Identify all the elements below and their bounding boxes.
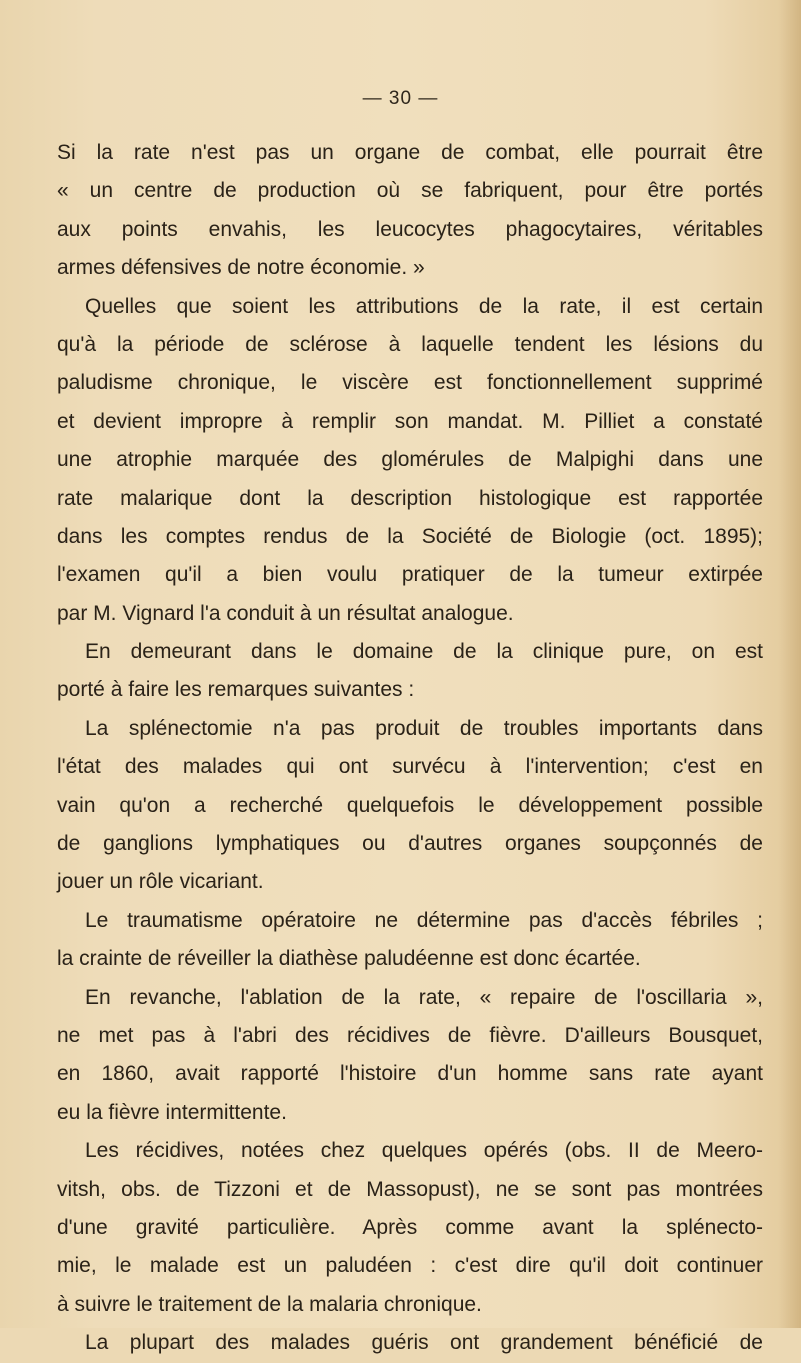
text-line: l'examen qu'il a bien voulu pratiquer de la tumeur extirpée — [57, 563, 763, 587]
text-line: en 1860, avait rapporté l'histoire d'un homme sans rate ayant — [57, 1062, 763, 1086]
text-line: En revanche, l'ablation de la rate, « repaire de l'oscillaria », — [85, 985, 763, 1009]
text-line: La splénectomie n'a pas produit de troubles importants dans — [85, 716, 763, 740]
text-line: En demeurant dans le domaine de la clinique pure, on est — [85, 640, 763, 664]
text-line: à suivre le traitement de la malaria chronique. — [57, 1292, 482, 1316]
text-line: Le traumatisme opératoire ne détermine pas d'accès fébriles ; — [85, 908, 763, 932]
text-line: porté à faire les remarques suivantes : — [57, 678, 415, 702]
text-line: dans les comptes rendus de la Société de Biologie (oct. 1895); — [57, 524, 763, 548]
body-text — [57, 134, 763, 1363]
text-line: Les récidives, notées chez quelques opérés (obs. II de Meero- — [85, 1139, 763, 1163]
text-line: l'état des malades qui ont survécu à l'intervention; c'est en — [57, 755, 763, 779]
text-line: « un centre de production où se fabriquent, pour être portés — [57, 179, 763, 203]
text-line: d'une gravité particulière. Après comme avant la splénecto- — [57, 1215, 763, 1239]
text-line: Si la rate n'est pas un organe de combat, elle pourrait être — [57, 141, 763, 164]
text-line: armes défensives de notre économie. » — [57, 256, 425, 280]
text-line: jouer un rôle vicariant. — [57, 870, 264, 894]
page-number: — 30 — — [362, 88, 439, 109]
page-edge-shadow — [779, 0, 801, 1328]
text-line: aux points envahis, les leucocytes phagocytaires, véritables — [57, 217, 763, 241]
text-line: vain qu'on a recherché quelquefois le développement possible — [57, 793, 763, 817]
text-line: par M. Vignard l'a conduit à un résultat analogue. — [57, 601, 514, 625]
text-line: de ganglions lymphatiques ou d'autres organes soupçonnés de — [57, 832, 763, 856]
text-line: la crainte de réveiller la diathèse paludéenne est donc écartée. — [57, 947, 641, 971]
text-line: une atrophie marquée des glomérules de Malpighi dans une — [57, 448, 763, 472]
text-line: rate malarique dont la description histologique est rapportée — [57, 486, 763, 510]
text-line: qu'à la période de sclérose à laquelle tendent les lésions du — [57, 332, 763, 356]
text-line: mie, le malade est un paludéen : c'est dire qu'il doit continuer — [57, 1254, 763, 1278]
text-line: vitsh, obs. de Tizzoni et de Massopust), ne se sont pas montrées — [57, 1177, 763, 1201]
text-line: La plupart des malades guéris ont grandement bénéficié de — [85, 1331, 763, 1355]
text-line: Quelles que soient les attributions de la rate, il est certain — [85, 294, 763, 318]
text-line: ne met pas à l'abri des récidives de fièvre. D'ailleurs Bousquet, — [57, 1023, 763, 1047]
text-line: et devient impropre à remplir son mandat. M. Pilliet a constaté — [57, 409, 763, 433]
text-line: eu la fièvre intermittente. — [57, 1100, 287, 1124]
text-line: paludisme chronique, le viscère est fonctionnellement supprimé — [57, 371, 763, 395]
